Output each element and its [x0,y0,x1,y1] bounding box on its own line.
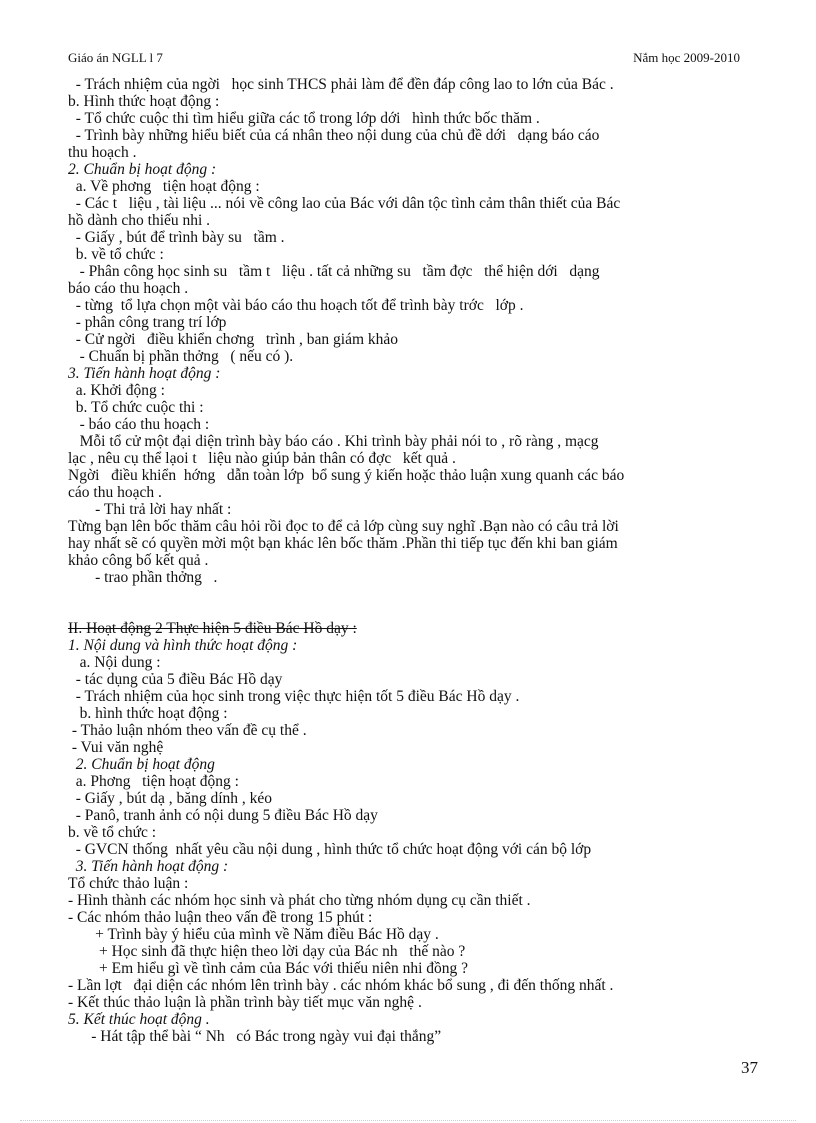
text-line: Tổ chức thảo luận : [68,875,189,892]
header-left: Giáo án NGLL l 7 [68,50,163,65]
text-line: Mỗi tổ cử một đại diện trình bày báo cáo . Khi trình bày phải nói to , rõ ràng , mạcg [68,433,599,450]
text-line: - Hát tập thể bài “ Nh có Bác trong ngày vui đại thắng” [68,1028,442,1045]
text-line: - phân công trang trí lớp [68,314,227,331]
text-line: - Vui văn nghệ [68,739,164,756]
text-line: - Giấy , bút dạ , băng dính , kéo [68,790,273,807]
text-line: b. Hình thức hoạt động : [68,93,220,110]
section-heading: 5. Kết thúc hoạt động . [68,1011,210,1028]
text-line: Từng bạn lên bốc thăm câu hỏi rồi đọc to để cả lớp cùng suy nghĩ .Bạn nào có câu trả lời [68,518,619,535]
text-line: thu hoạch . [68,144,137,161]
document-body [68,76,758,1045]
text-line: báo cáo thu hoạch . [68,280,189,297]
text-line: khảo công bố kết quả . [68,552,209,569]
text-line: + Học sinh đã thực hiện theo lời dạy của Bác nh thế nào ? [68,943,466,960]
text-line: - Panô, tranh ảnh có nội dung 5 điều Bác Hồ dạy [68,807,378,824]
section-heading: 2. Chuẩn bị hoạt động [68,756,215,773]
text-line: a. Về phơng tiện hoạt động : [68,178,260,195]
text-line: - Các nhóm thảo luận theo vấn đề trong 15 phút : [68,909,373,926]
text-line: - Tổ chức cuộc thi tìm hiểu giữa các tổ trong lớp dới hình thức bốc thăm . [68,110,540,127]
text-line: + Em hiểu gì về tình cảm của Bác với thiếu niên nhi đồng ? [68,960,469,977]
text-line: cáo thu hoạch . [68,484,162,501]
section-heading: 1. Nội dung và hình thức hoạt động : [68,637,298,654]
section-heading: 3. Tiến hành hoạt động : [68,858,229,875]
blank-line [68,586,758,603]
text-line: - Phân công học sinh su tầm t liệu . tất cả những su tầm đợc thể hiện dới dạng [68,263,600,280]
text-line: b. Tổ chức cuộc thi : [68,399,204,416]
text-line: - Kết thúc thảo luận là phần trình bày tiết mục văn nghệ . [68,994,422,1011]
text-line: - GVCN thống nhất yêu cầu nội dung , hình thức tổ chức hoạt động với cán bộ lớp [68,841,592,858]
section-heading: 2. Chuẩn bị hoạt động : [68,161,217,178]
text-line: - Giấy , bút để trình bày su tầm . [68,229,285,246]
text-line: - Trách nhiệm của ngời học sinh THCS phải làm để đền đáp công lao to lớn của Bác . [68,76,614,93]
page-number: 37 [741,1058,758,1077]
text-line: hồ dành cho thiếu nhi . [68,212,211,229]
text-line: - Hình thành các nhóm học sinh và phát cho từng nhóm dụng cụ cần thiết . [68,892,531,909]
text-line: b. hình thức hoạt động : [68,705,228,722]
text-line: - Trình bày những hiểu biết của cá nhân theo nội dung của chủ đề dới dạng báo cáo [68,127,600,144]
page-bottom-divider [20,1120,796,1121]
text-line: - từng tổ lựa chọn một vài báo cáo thu hoạch tốt để trình bày trớc lớp . [68,297,524,314]
text-line: - Trách nhiệm của học sinh trong việc thực hiện tốt 5 điều Bác Hồ dạy . [68,688,520,705]
blank-line [68,603,758,620]
text-line: a. Nội dung : [68,654,161,671]
part-heading: II. Hoạt động 2 Thực hiện 5 điều Bác Hồ dạy : [68,620,357,637]
text-line: b. về tổ chức : [68,824,157,841]
text-line: - Các t liệu , tài liệu ... nói về công lao của Bác với dân tộc tình cảm thân thiết của Bác [68,195,621,212]
text-line: - trao phần thởng . [68,569,218,586]
text-line: - tác dụng của 5 điều Bác Hồ dạy [68,671,283,688]
text-line: - Lần lợt đại diện các nhóm lên trình bày . các nhóm khác bổ sung , đi đến thống nhất . [68,977,614,994]
text-line: hay nhất sẽ có quyền mời một bạn khác lên bốc thăm .Phần thi tiếp tục đến khi ban giám [68,535,618,552]
text-line: b. về tổ chức : [68,246,164,263]
text-line: - Thảo luận nhóm theo vấn đề cụ thể . [68,722,307,739]
text-line: lạc , nêu cụ thể lạoi t liệu nào giúp bản thân có đợc kết quả . [68,450,456,467]
section-heading: 3. Tiến hành hoạt động : [68,365,221,382]
text-line: - Cử ngời điều khiển chơng trình , ban giám khảo [68,331,399,348]
text-line: - Thi trả lời hay nhất : [68,501,232,518]
text-line: Ngời điều khiển hớng dẫn toàn lớp bổ sung ý kiến hoặc thảo luận xung quanh các báo [68,467,625,484]
text-line: a. Khởi động : [68,382,165,399]
text-line: + Trình bày ý hiểu của mình về Năm điều Bác Hồ dạy . [68,926,439,943]
text-line: - Chuẩn bị phần thởng ( nếu có ). [68,348,294,365]
text-line: - báo cáo thu hoạch : [68,416,210,433]
header-right: Nắm học 2009-2010 [633,50,740,65]
text-line: a. Phơng tiện hoạt động : [68,773,239,790]
